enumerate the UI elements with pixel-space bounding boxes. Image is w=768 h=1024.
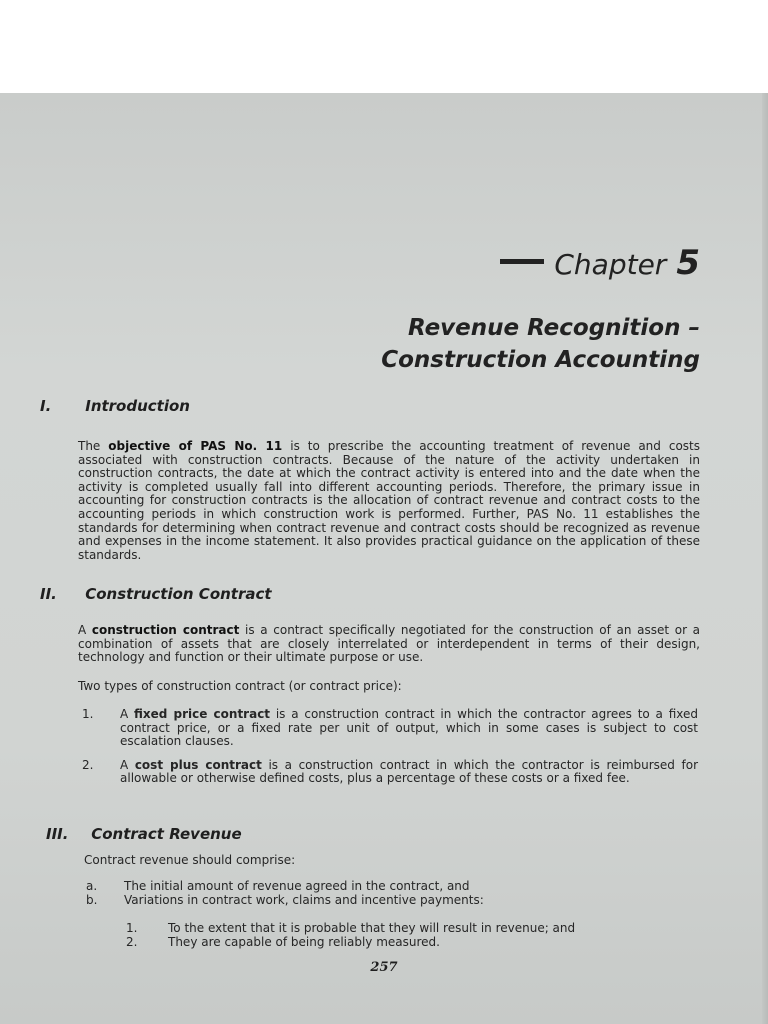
list-item-text: Variations in contract work, claims and incentive payments: — [124, 892, 484, 907]
list-item-label: b. — [86, 892, 98, 907]
intro-text-start: The — [78, 439, 109, 453]
sublist-item-text: To the extent that it is probable that they will result in revenue; and — [168, 921, 576, 935]
section-heading-contract-revenue — [46, 825, 242, 843]
definition-text-start: A — [78, 623, 92, 637]
chapter-number: 5 — [676, 243, 700, 283]
chapter-title — [381, 312, 700, 376]
section-title: Contract Revenue — [91, 825, 242, 843]
section-numeral: III. — [46, 825, 69, 843]
definition-bold-term: construction contract — [91, 623, 240, 637]
list-item-text — [120, 708, 698, 749]
chapter-label: Chapter — [554, 248, 667, 281]
text-rest: is a construction contract in which the contractor agrees to a fixed contract price, or a fixed rate per unit of output, which in some cases is subject to cost escalation clauses. — [120, 707, 698, 749]
sublist-item — [126, 922, 686, 936]
contract-types-intro: Two types of construction contract (or contract price): — [78, 679, 402, 693]
intro-paragraph — [78, 440, 700, 562]
list-item — [82, 759, 698, 786]
bold-term: cost plus contract — [134, 757, 262, 772]
chapter-title-line-2: Construction Accounting — [381, 347, 700, 373]
intro-text-rest: is to prescribe the accounting treatment of revenue and costs associated with construction contracts. Because of the nature of the activity undertaken in construction contracts, the date at which the contract activity is entered into and the date when the activity is completed usually fall into different accounting periods. Therefore, the primary issue in accounting for construction contracts is the allocation of contract revenue and contract costs to the accounting periods in which construction work is performed. Further, PAS No. 11 establishes the standards for determining when contract revenue and contract costs should be recognized as revenue and expenses in the income statement. It also provides practical guidance on the application of these standards. — [78, 439, 701, 562]
list-item — [86, 894, 702, 908]
sublist-item-label: 1. — [126, 921, 138, 935]
section-heading-introduction — [40, 397, 190, 415]
page-edge — [762, 93, 768, 1024]
sublist-item-text: They are capable of being reliably measured. — [168, 934, 440, 949]
page-number: 257 — [370, 960, 398, 975]
sublist-item-label: 2. — [126, 934, 138, 949]
list-item — [86, 880, 702, 894]
contract-types-list — [82, 708, 698, 796]
definition-text-rest: is a contract specifically negotiated for the construction of an asset or a combination of assets that are closely interrelated or interdependent in terms of their design, technology and function or their ultimate purpose or use. — [78, 623, 701, 665]
contract-revenue-intro: Contract revenue should comprise: — [84, 853, 296, 867]
construction-contract-definition — [78, 624, 700, 665]
list-item-label: a. — [86, 879, 98, 893]
list-item — [82, 708, 698, 749]
section-heading-construction-contract — [40, 585, 272, 603]
list-item-label: 2. — [82, 757, 94, 772]
contract-revenue-list — [86, 880, 702, 907]
chapter-dash — [500, 259, 544, 264]
list-item-text: The initial amount of revenue agreed in the contract, and — [124, 879, 470, 893]
intro-bold-term: objective of PAS No. 11 — [108, 439, 283, 453]
text-pre: A — [120, 757, 135, 772]
bold-term: fixed price contract — [134, 707, 271, 721]
chapter-title-line-1: Revenue Recognition – — [408, 315, 700, 341]
list-item-label: 1. — [82, 707, 94, 721]
contract-revenue-sublist — [126, 922, 686, 949]
section-numeral: II. — [40, 585, 57, 603]
sublist-item — [126, 936, 686, 950]
chapter-heading — [500, 243, 700, 283]
text-pre: A — [120, 707, 134, 721]
text-rest: is a construction contract in which the contractor is reimbursed for allowable or otherwise defined costs, plus a percentage of these costs or a fixed fee. — [120, 757, 699, 786]
section-title: Introduction — [85, 397, 190, 415]
section-title: Construction Contract — [85, 585, 272, 603]
section-numeral: I. — [40, 397, 52, 415]
list-item-text — [120, 759, 698, 786]
